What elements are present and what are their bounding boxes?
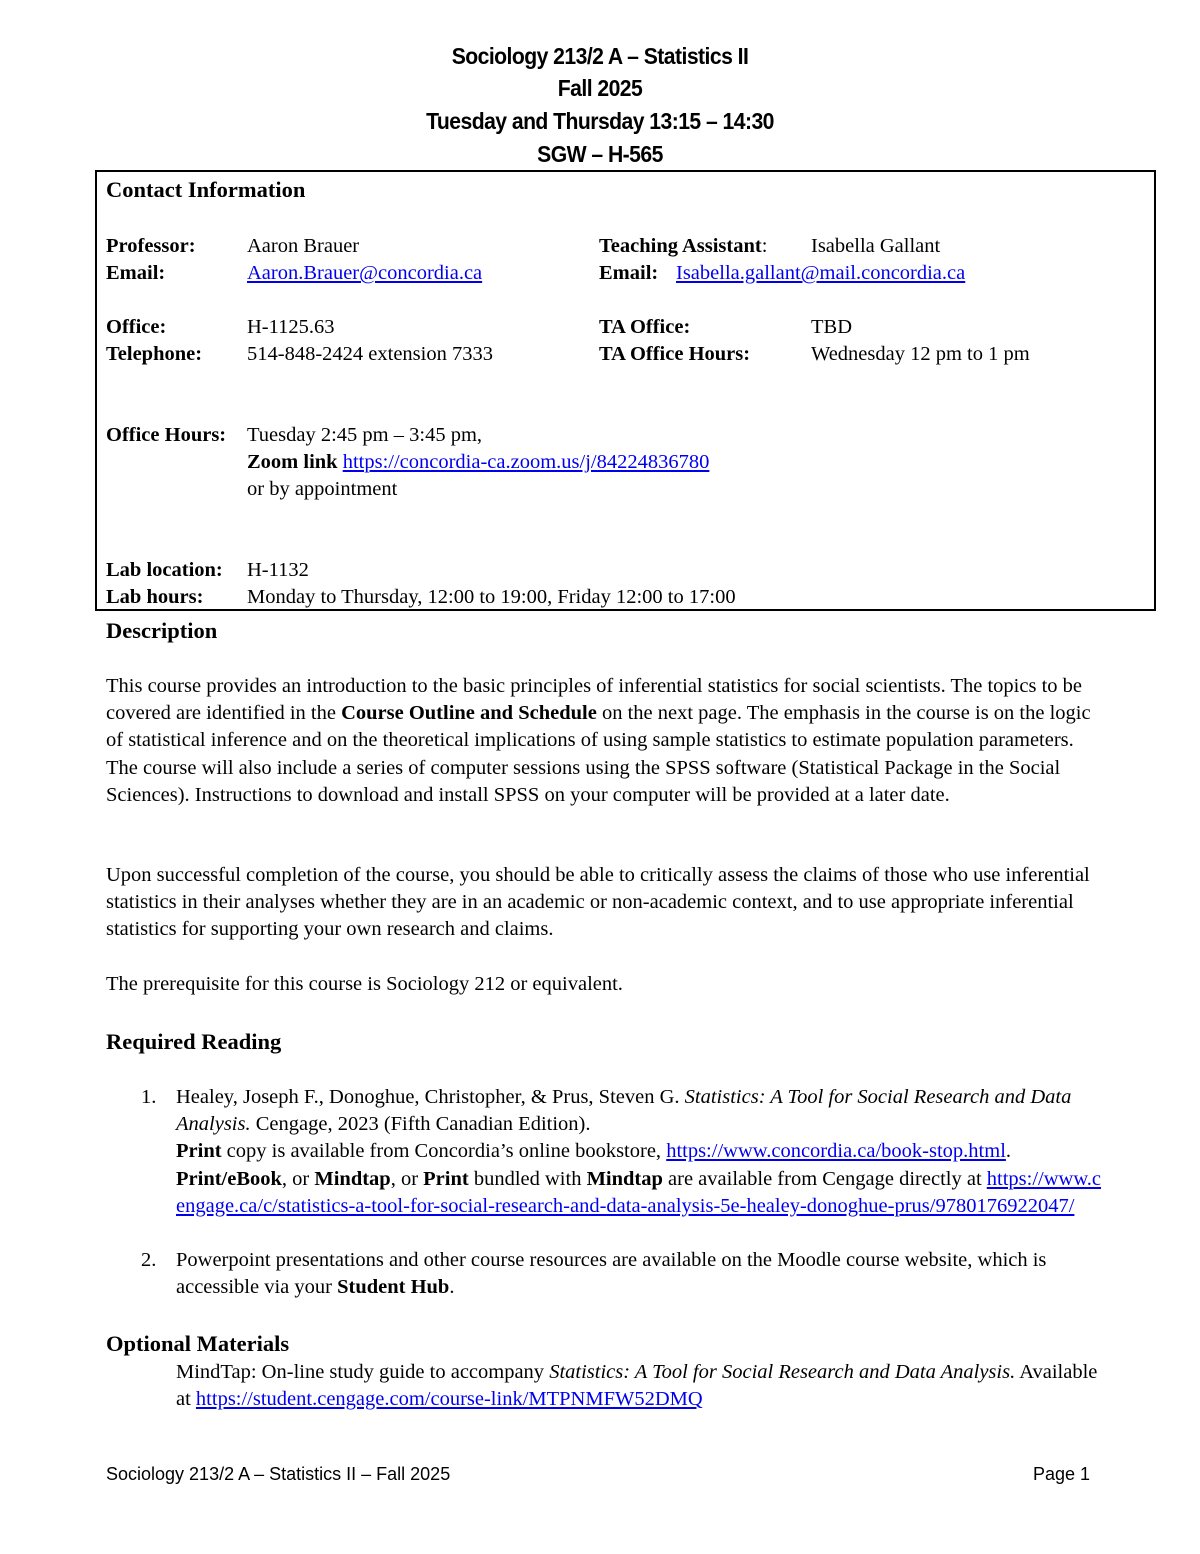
reading-item-2 xyxy=(176,1247,1106,1301)
mindtap-course-link[interactable]: https://student.cengage.com/course-link/MTPNMFW52DMQ xyxy=(195,1388,703,1411)
course-term: Fall 2025 xyxy=(557,75,643,101)
ta-label-row xyxy=(599,233,767,260)
lab-location-value: H-1132 xyxy=(247,559,309,581)
footer-page-number: Page 1 xyxy=(1033,1464,1091,1484)
course-title: Sociology 213/2 A – Statistics II xyxy=(451,43,749,69)
print-label-2: Print xyxy=(423,1167,469,1190)
footer-course: Sociology 213/2 A – Statistics II – Fall 2025 xyxy=(106,1464,451,1484)
ta-label: Teaching Assistant xyxy=(599,235,762,257)
optional-materials-heading: Optional Materials xyxy=(106,1331,290,1356)
office-value: H-1125.63 xyxy=(247,316,335,338)
optional-materials-text xyxy=(176,1359,1106,1413)
period: . xyxy=(449,1276,455,1299)
description-paragraph-1 xyxy=(106,673,1106,809)
textbook-publisher: Cengage, 2023 (Fifth Canadian Edition). xyxy=(250,1113,591,1136)
course-schedule: Tuesday and Thursday 13:15 – 14:30 xyxy=(426,108,774,134)
reading-item-1-number: 1. xyxy=(141,1086,157,1108)
ta-office-label: TA Office: xyxy=(599,316,691,338)
mindtap-label: Mindtap xyxy=(314,1167,391,1190)
professor-label: Professor: xyxy=(106,235,196,257)
professor-name: Aaron Brauer xyxy=(247,235,360,257)
student-hub-label: Student Hub xyxy=(337,1276,450,1299)
separator-text: . xyxy=(1005,1140,1012,1163)
or-text-2: , or xyxy=(390,1167,424,1190)
course-room: SGW – H-565 xyxy=(537,141,663,167)
zoom-link[interactable]: https://concordia-ca.zoom.us/j/84224836780 xyxy=(342,451,710,473)
office-hours-value: Tuesday 2:45 pm – 3:45 pm, xyxy=(247,424,483,446)
lab-hours-label: Lab hours: xyxy=(106,586,204,608)
mindtap-label-2: Mindtap xyxy=(586,1167,663,1190)
description-paragraph-2 xyxy=(106,862,1106,944)
bookstore-link[interactable]: https://www.concordia.ca/book-stop.html xyxy=(666,1140,1006,1163)
reading-item-2-number: 2. xyxy=(141,1249,157,1271)
ebook-label: Print/eBook xyxy=(176,1167,282,1190)
mindtap-text: MindTap: On-line study guide to accompany xyxy=(176,1361,550,1383)
available-at-text: Available at xyxy=(176,1361,1098,1411)
ta-hours-value: Wednesday 12 pm to 1 pm xyxy=(811,343,1030,365)
or-text: , or xyxy=(281,1167,315,1190)
appointment-note: or by appointment xyxy=(247,478,398,500)
required-reading-heading: Required Reading xyxy=(106,1029,282,1054)
textbook-authors: Healey, Joseph F., Donoghue, Christopher, & Prus, Steven G. xyxy=(176,1086,685,1108)
moodle-text: Powerpoint presentations and other course resources are available on the Moodle course website, which is accessible via your xyxy=(176,1249,1047,1299)
office-hours-label: Office Hours: xyxy=(106,424,227,446)
description-text: This course provides an introduction to the basic principles of inferential statistics for social scientists. The topics to be covered are identified in the xyxy=(106,675,1082,725)
description-text-cont: on the next page. The emphasis in the course is on the logic of statistical inference and on the theoretical implications of using sample statistics to estimate population parameters. The course will also include a series of computer sessions using the SPSS software (Statistical Package in the Social Sciences). Instructions to download and install SPSS on your computer will be provided at a later date. xyxy=(106,702,1091,806)
ta-office-value: TBD xyxy=(811,316,852,338)
cengage-link[interactable]: https://www.cengage.ca/c/statistics-a-tool-for-social-research-and-data-analysis-5e-healey-donoghue-prus/9780176922047/ xyxy=(176,1167,1102,1217)
reading-item-1 xyxy=(176,1084,1106,1220)
contact-heading: Contact Information xyxy=(106,177,306,202)
course-outline-ref: Course Outline and Schedule xyxy=(341,702,597,725)
description-paragraph-3 xyxy=(106,971,1106,998)
ta-name: Isabella Gallant xyxy=(811,235,941,257)
prerequisite-text: The prerequisite for this course is Sociology 212 or equivalent. xyxy=(106,973,623,995)
office-label: Office: xyxy=(106,316,167,338)
ta-email-label: Email: xyxy=(599,262,659,284)
zoom-label: Zoom link xyxy=(247,451,338,473)
lab-location-label: Lab location: xyxy=(106,559,223,581)
print-label: Print xyxy=(176,1140,222,1163)
bookstore-text: copy is available from Concordia’s online bookstore, xyxy=(221,1140,667,1163)
description-heading: Description xyxy=(106,618,218,643)
bundled-text: bundled with xyxy=(468,1167,587,1190)
ta-email-link[interactable]: Isabella.gallant@mail.concordia.ca xyxy=(676,262,966,284)
outcomes-text: Upon successful completion of the course, you should be able to critically assess the claims of those who use inferential statistics in their analyses whether they are in an academic or non-academic context, and to use appropriate inferential statistics for supporting your own research and claims. xyxy=(106,864,1090,941)
ta-colon: : xyxy=(761,235,768,257)
email-label: Email: xyxy=(106,262,166,284)
zoom-row xyxy=(247,449,709,476)
optional-book-title: Statistics: A Tool for Social Research and Data Analysis. xyxy=(549,1361,1016,1383)
cengage-text: are available from Cengage directly at xyxy=(662,1167,987,1190)
telephone-value: 514-848-2424 extension 7333 xyxy=(247,343,493,365)
textbook-title: Statistics: A Tool for Social Research and Data Analysis. xyxy=(176,1086,1072,1136)
ta-hours-label: TA Office Hours: xyxy=(599,343,751,365)
lab-hours-value: Monday to Thursday, 12:00 to 19:00, Friday 12:00 to 17:00 xyxy=(247,586,736,608)
telephone-label: Telephone: xyxy=(106,343,203,365)
professor-email-link[interactable]: Aaron.Brauer@concordia.ca xyxy=(247,262,483,284)
